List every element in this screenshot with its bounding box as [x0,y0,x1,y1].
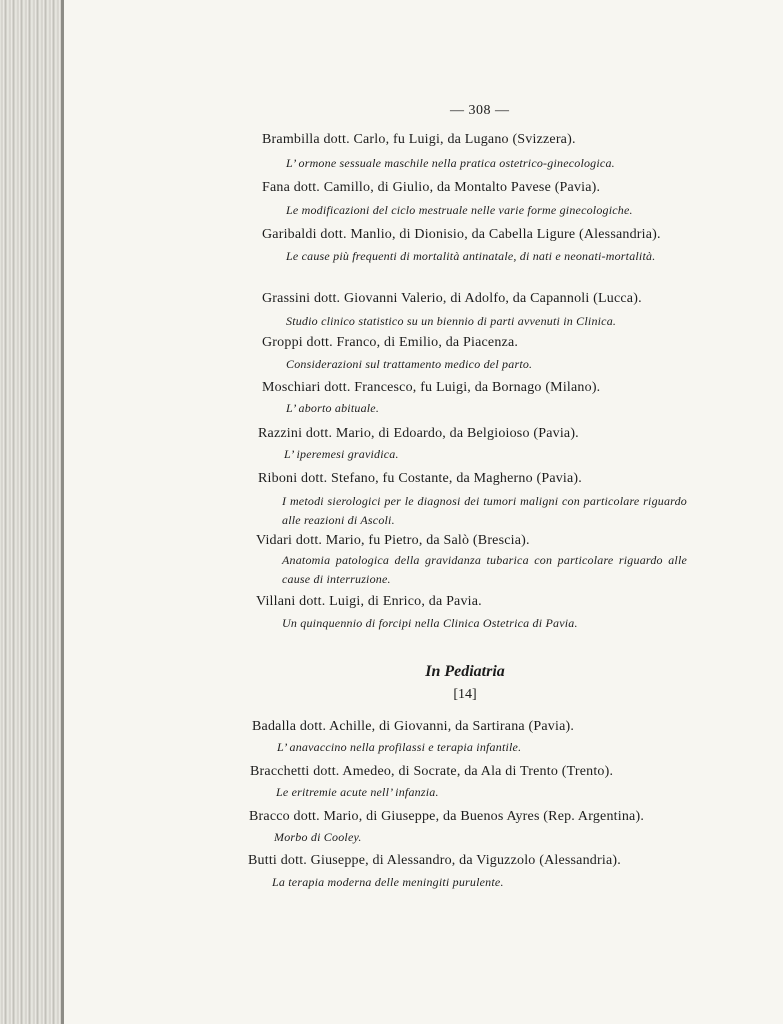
section-title: In Pediatria [425,663,505,680]
entry-name: Butti dott. Giuseppe, di Alessandro, da Viguzzolo (Alessandria). [248,853,621,868]
entry-name: Groppi dott. Franco, di Emilio, da Piacenza. [262,335,519,350]
entry-thesis: Le cause più frequenti di mortalità antinatale, di nati e neonati-mortalità. [286,249,656,263]
entry-name: Riboni dott. Stefano, fu Costante, da Magherno (Pavia). [258,471,582,486]
section-count: [14] [453,687,477,702]
entry-name: Grassini dott. Giovanni Valerio, di Adolfo, da Capannoli (Lucca). [262,291,642,306]
entry-name: Villani dott. Luigi, di Enrico, da Pavia. [256,594,482,609]
entry-name: Vidari dott. Mario, fu Pietro, da Salò (Brescia). [256,533,530,548]
entry-name: Bracchetti dott. Amedeo, di Socrate, da Ala di Trento (Trento). [250,764,614,779]
entry-name: Badalla dott. Achille, di Giovanni, da Sartirana (Pavia). [252,719,575,734]
entry-thesis: Studio clinico statistico su un biennio di parti avvenuti in Clinica. [286,314,617,328]
entry-thesis: La terapia moderna delle meningiti purulente. [272,875,504,889]
entry-thesis: Le modificazioni del ciclo mestruale nelle varie forme ginecologiche. [286,203,633,217]
entry-name: Bracco dott. Mario, di Giuseppe, da Buenos Ayres (Rep. Argentina). [249,809,645,824]
entry-thesis: Considerazioni sul trattamento medico del parto. [286,357,533,371]
entry-name: Fana dott. Camillo, di Giulio, da Montalto Pavese (Pavia). [262,180,601,195]
book-binding-edge [0,0,62,1024]
entry-name: Brambilla dott. Carlo, fu Luigi, da Lugano (Svizzera). [262,132,576,147]
entry-thesis: L’ aborto abituale. [286,401,380,415]
entry-name: Moschiari dott. Francesco, fu Luigi, da Bornago (Milano). [262,380,601,395]
entry-thesis: I metodi sierologici per le diagnosi dei tumori maligni con particolare riguardo alle reazioni di Ascoli. [282,494,687,527]
page-number: — 308 — [450,103,510,118]
entry-thesis: Morbo di Cooley. [274,830,362,844]
entry-name: Razzini dott. Mario, di Edoardo, da Belgioioso (Pavia). [258,426,579,441]
entry-thesis: L’ iperemesi gravidica. [284,447,399,461]
entry-name: Garibaldi dott. Manlio, di Dionisio, da Cabella Ligure (Alessandria). [262,227,661,242]
entry-thesis: Un quinquennio di forcipi nella Clinica Ostetrica di Pavia. [282,616,578,630]
entry-thesis: Anatomia patologica della gravidanza tubarica con particolare riguardo alle cause di interruzione. [282,553,687,586]
entry-thesis: Le eritremie acute nell’ infanzia. [276,785,439,799]
entry-thesis: L’ ormone sessuale maschile nella pratica ostetrico-ginecologica. [286,156,615,170]
entry-thesis: L’ anavaccino nella profilassi e terapia infantile. [277,740,522,754]
